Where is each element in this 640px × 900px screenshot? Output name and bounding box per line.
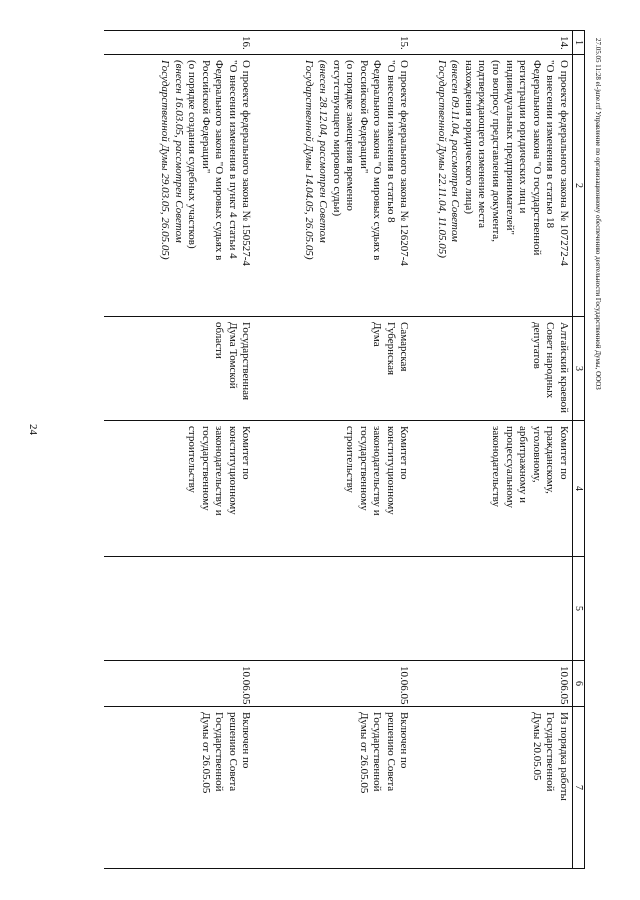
bill-title-line: "О внесении изменения в статью 8 (384, 60, 397, 223)
bill-note-line: Государственной Думы 29.03.05, 26.05.05) (158, 60, 171, 260)
bill-note-line: (внесен 16.03.05, рассмотрен Советом (172, 60, 185, 243)
bill-title-line: индивидуальных предпринимателей" (503, 60, 516, 235)
header-cell: 5 (573, 557, 585, 661)
committee-line: конституционному (226, 426, 239, 515)
register-table (105, 30, 586, 869)
bill-title-line: Российской Федерации" (357, 60, 370, 174)
row-number: 16. (240, 36, 253, 50)
committee-cell (255, 421, 413, 557)
author-line: Дума Томской (226, 322, 239, 389)
row-number: 14. (558, 36, 570, 50)
date-cell (255, 661, 413, 707)
bill-title-line: (о порядке замещения временно (344, 60, 357, 211)
date-cell (413, 661, 573, 707)
date-value: 10.06.05 (558, 666, 570, 705)
committee-line: Комитет по (558, 426, 570, 480)
empty-cell (105, 557, 255, 661)
basis-line: Государственной (213, 712, 226, 792)
bill-title-line: "О внесении изменения в статью 18 (544, 60, 557, 229)
bill-note-line: (внесен 28.12.04, рассмотрен Советом (316, 60, 329, 243)
row-number-cell (255, 31, 413, 55)
committee-cell (413, 421, 573, 557)
empty-cell (413, 557, 573, 661)
date-value: 10.06.05 (240, 666, 253, 705)
bill-title-line: Федерального закона "О мировых судьях в (213, 60, 226, 261)
basis-line: Думы от 26.05.05 (357, 712, 370, 794)
bill-title-cell (105, 55, 255, 317)
table-row (413, 31, 573, 869)
committee-line: государственному (357, 426, 370, 511)
bill-title-line: О проекте федерального закона № 126207-4 (398, 60, 411, 266)
author-line: Дума (371, 322, 384, 347)
committee-line: Комитет по (398, 426, 411, 480)
committee-line: гражданскому, (544, 426, 557, 494)
date-value: 10.06.05 (398, 666, 411, 705)
bill-title-line: подтверждающего изменение места (476, 60, 489, 229)
bill-title-line: отсутствующего мирового судьи) (330, 60, 343, 217)
header-cell: 4 (573, 421, 585, 557)
table-header-row (573, 31, 585, 869)
page-number: 24 (27, 424, 39, 435)
author-line: Алтайский краевой (558, 322, 570, 414)
author-line: Совет народных (544, 322, 557, 399)
bill-title-line: (о порядке создания судебных участков) (186, 60, 199, 249)
header-cell: 7 (573, 707, 585, 869)
basis-line: Включен по (398, 712, 411, 769)
author-line: Самарская Губернская (384, 322, 411, 376)
row-number-cell (105, 31, 255, 55)
bill-title-line: (по вопросу представления документа, (490, 60, 503, 242)
basis-cell (105, 707, 255, 869)
bill-title-line: Федерального закона "О государственной (530, 60, 543, 256)
committee-line: строительству (186, 426, 199, 493)
committee-line: строительству (344, 426, 357, 493)
committee-line: законодательству (490, 426, 503, 507)
bill-title-line: Российской Федерации" (199, 60, 212, 174)
basis-line: Государственной (544, 712, 557, 792)
table-row (255, 31, 413, 869)
basis-cell (255, 707, 413, 869)
bill-title-cell (255, 55, 413, 317)
bill-note-line: Государственной Думы 22.11.04, 11.05.05) (435, 60, 448, 258)
basis-line: Государственной (371, 712, 384, 792)
basis-line: Думы 20.05.05 (530, 712, 543, 781)
header-cell: 3 (573, 317, 585, 421)
committee-line: Комитет по (240, 426, 253, 480)
author-cell (255, 317, 413, 421)
committee-line: законодательству и (213, 426, 226, 516)
basis-line: Думы от 26.05.05 (199, 712, 212, 794)
bill-title-line: регистрации юридических лиц и (517, 60, 530, 214)
bill-title-cell (413, 55, 573, 317)
bill-title-line: О проекте федерального закона № 107272-4 (558, 60, 570, 266)
committee-line: законодательству и (371, 426, 384, 516)
bill-note-line: Государственной Думы 14.04.05, 26.05.05) (303, 60, 316, 260)
basis-line: решению Совета (384, 712, 397, 792)
committee-line: арбитражному и (517, 426, 530, 504)
committee-line: государственному (199, 426, 212, 511)
committee-line: процессуальному (503, 426, 516, 509)
basis-cell (413, 707, 573, 869)
bill-title-line: О проекте федерального закона № 150527-4 (240, 60, 253, 266)
header-cell: 6 (573, 661, 585, 707)
basis-line: Включен по (240, 712, 253, 769)
bill-note-line: (внесен 09.11.04, рассмотрен Советом (449, 60, 462, 242)
empty-cell (255, 557, 413, 661)
committee-cell (105, 421, 255, 557)
bill-title-line: "О внесении изменения в пункт 4 статьи 4 (226, 60, 239, 259)
author-cell (413, 317, 573, 421)
author-cell (105, 317, 255, 421)
header-cell: 2 (573, 55, 585, 317)
basis-line: Из порядка работы (558, 712, 570, 801)
committee-line: уголовному, (530, 426, 543, 483)
committee-line: конституционному (384, 426, 397, 515)
basis-line: решению Совета (226, 712, 239, 792)
table-row (105, 31, 255, 869)
author-line: области (213, 322, 226, 359)
bill-title-line: нахождения юридического лица) (462, 60, 475, 214)
row-number: 15. (398, 36, 411, 50)
footer-note: 27.05.05 11:28 el-june.rtf Управление по организационному обеспечению деятельности Государственной Думы, ОООЗ (594, 38, 602, 390)
row-number-cell (413, 31, 573, 55)
bill-title-line: Федерального закона "О мировых судьях в (371, 60, 384, 261)
author-line: Государственная (240, 322, 253, 401)
header-cell: 1 (573, 31, 585, 55)
author-line: депутатов (530, 322, 543, 369)
date-cell (105, 661, 255, 707)
